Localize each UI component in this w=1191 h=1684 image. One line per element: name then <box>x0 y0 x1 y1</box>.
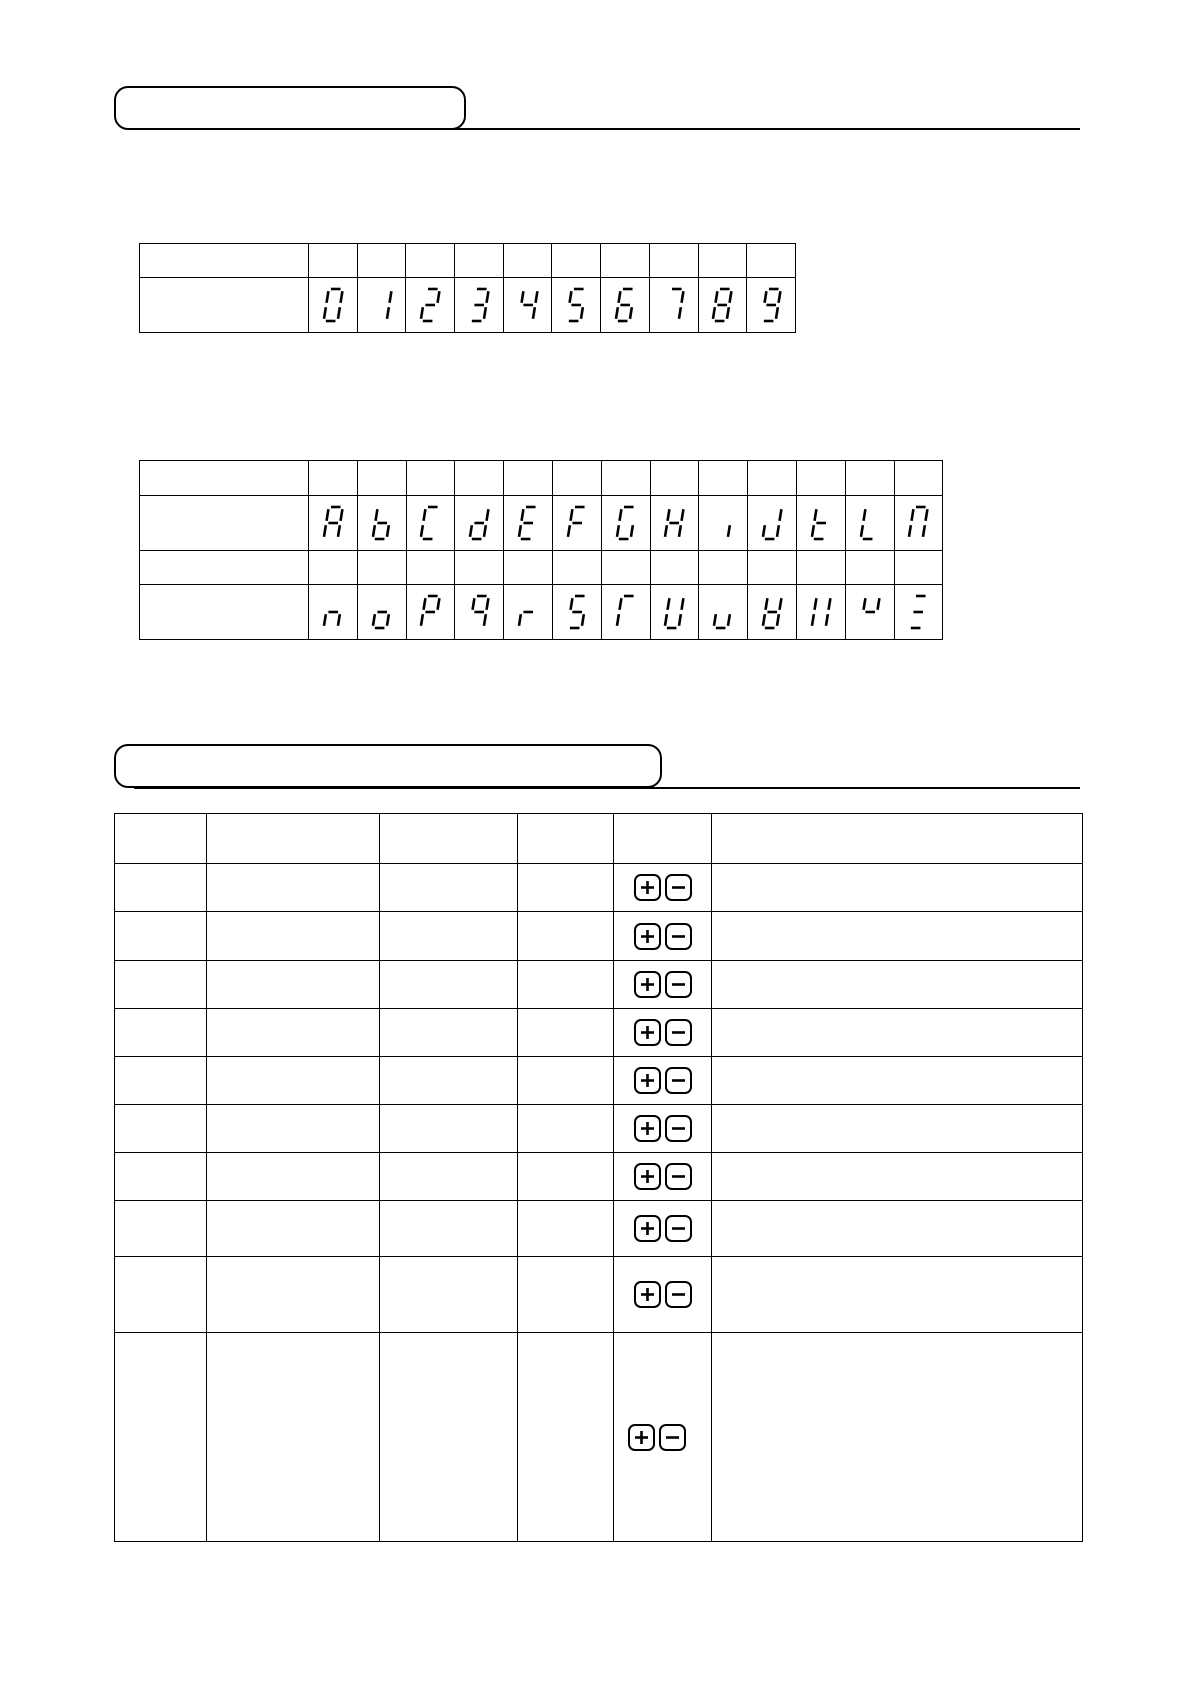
digit-cell-7 <box>649 278 698 333</box>
letter-cell-row1-12 <box>894 496 943 551</box>
param-cell-2 <box>207 1201 380 1257</box>
letter-cell-row2-0 <box>309 585 358 640</box>
table-row <box>115 1201 1083 1257</box>
param-cell-1 <box>115 1257 207 1333</box>
param-cell-3 <box>380 1201 518 1257</box>
param-cell-2 <box>207 864 380 912</box>
param-cell-2 <box>207 961 380 1009</box>
param-cell-1 <box>115 1201 207 1257</box>
seven-segment-glyph <box>369 503 395 543</box>
param-cell-1 <box>115 1057 207 1105</box>
plus-icon <box>634 1067 661 1094</box>
param-cell-1 <box>115 864 207 912</box>
param-cell-3 <box>380 961 518 1009</box>
letter-cell-row2-6 <box>601 585 650 640</box>
param-cell-3 <box>380 912 518 961</box>
seven-segment-glyph <box>320 592 346 632</box>
plus-icon <box>634 1215 661 1242</box>
minus-icon <box>665 1215 692 1242</box>
param-keys-cell <box>614 1333 712 1542</box>
plus-icon <box>634 874 661 901</box>
letter-cell-row1-10 <box>796 496 845 551</box>
param-note-cell <box>712 1105 1083 1153</box>
param-cell-2 <box>207 1057 380 1105</box>
param-cell-1 <box>115 1333 207 1542</box>
param-cell-4 <box>518 961 614 1009</box>
param-cell-4 <box>518 1257 614 1333</box>
param-cell-1 <box>115 912 207 961</box>
digit-cell-6 <box>601 278 650 333</box>
param-col-header-1 <box>115 814 207 864</box>
param-cell-3 <box>380 1009 518 1057</box>
digit-cell-3 <box>455 278 504 333</box>
digit-cell-1 <box>357 278 406 333</box>
seven-segment-glyph <box>466 503 492 543</box>
letter-cell-row1-7 <box>650 496 699 551</box>
letter-cell-row2-9 <box>748 585 797 640</box>
param-col-header-3 <box>380 814 518 864</box>
param-cell-3 <box>380 1333 518 1542</box>
seven-segment-glyph <box>564 503 590 543</box>
param-keys-cell <box>614 1257 712 1333</box>
param-cell-4 <box>518 1057 614 1105</box>
param-cell-4 <box>518 1009 614 1057</box>
seven-segment-glyph <box>613 503 639 543</box>
table-row <box>115 1333 1083 1542</box>
seven-segment-glyph <box>417 503 443 543</box>
seven-segment-glyph <box>564 592 590 632</box>
letter-cell-row1-3 <box>455 496 504 551</box>
param-col-header-5 <box>614 814 712 864</box>
seven-segment-glyph <box>905 503 931 543</box>
param-note-cell <box>712 912 1083 961</box>
param-note-cell <box>712 1009 1083 1057</box>
table-row <box>115 1057 1083 1105</box>
table-row <box>115 864 1083 912</box>
parameters-table <box>114 813 1083 1542</box>
seven-segment-glyph <box>515 503 541 543</box>
param-note-cell <box>712 1333 1083 1542</box>
table-row <box>115 961 1083 1009</box>
letter-cell-row2-10 <box>796 585 845 640</box>
param-note-cell <box>712 1257 1083 1333</box>
letter-cell-row1-0 <box>309 496 358 551</box>
seven-segment-glyph <box>563 285 589 325</box>
minus-icon <box>665 1067 692 1094</box>
seven-segment-glyph <box>515 592 541 632</box>
minus-icon <box>665 1019 692 1046</box>
letter-cell-row1-11 <box>845 496 894 551</box>
param-note-cell <box>712 1201 1083 1257</box>
param-cell-2 <box>207 1105 380 1153</box>
param-cell-3 <box>380 1105 518 1153</box>
param-cell-2 <box>207 1153 380 1201</box>
digit-cell-9 <box>747 278 796 333</box>
seven-segment-glyph <box>369 592 395 632</box>
digits-header-label <box>140 244 309 278</box>
param-cell-1 <box>115 1009 207 1057</box>
letters-row-1 <box>140 496 943 551</box>
table-row <box>115 912 1083 961</box>
digits-row-label <box>140 278 309 333</box>
letters-row1-header-label <box>140 461 309 496</box>
letter-cell-row2-1 <box>357 585 406 640</box>
param-cell-3 <box>380 1153 518 1201</box>
minus-icon <box>665 971 692 998</box>
letter-cell-row2-4 <box>504 585 553 640</box>
param-note-cell <box>712 864 1083 912</box>
param-cell-4 <box>518 1153 614 1201</box>
letter-cell-row2-5 <box>552 585 601 640</box>
seven-segment-glyph <box>661 503 687 543</box>
param-keys-cell <box>614 1153 712 1201</box>
letter-cell-row1-1 <box>357 496 406 551</box>
letters-row2-header-label <box>140 551 309 585</box>
seven-segment-glyph <box>613 592 639 632</box>
param-cell-1 <box>115 1153 207 1201</box>
seven-segment-glyph <box>710 503 736 543</box>
plus-icon <box>634 1115 661 1142</box>
param-note-cell <box>712 1057 1083 1105</box>
minus-icon <box>665 1163 692 1190</box>
param-keys-cell <box>614 1057 712 1105</box>
param-keys-cell <box>614 1009 712 1057</box>
seven-segment-glyph <box>710 592 736 632</box>
seven-segment-glyph <box>417 592 443 632</box>
table-row <box>115 1009 1083 1057</box>
seven-segment-glyph <box>759 503 785 543</box>
seven-segment-glyph <box>709 285 735 325</box>
seven-segment-glyph <box>905 592 931 632</box>
minus-icon <box>659 1424 686 1451</box>
param-cell-4 <box>518 912 614 961</box>
minus-icon <box>665 874 692 901</box>
seven-segment-glyph <box>661 592 687 632</box>
minus-icon <box>665 1281 692 1308</box>
param-cell-4 <box>518 1333 614 1542</box>
seven-segment-glyph <box>612 285 638 325</box>
param-keys-cell <box>614 961 712 1009</box>
plus-icon <box>634 1019 661 1046</box>
seven-segment-glyph <box>369 285 395 325</box>
param-cell-4 <box>518 1105 614 1153</box>
param-col-header-6 <box>712 814 1083 864</box>
letter-cell-row1-6 <box>601 496 650 551</box>
param-cell-4 <box>518 1201 614 1257</box>
seven-segment-glyph <box>320 285 346 325</box>
seven-segment-glyph <box>759 592 785 632</box>
param-cell-3 <box>380 864 518 912</box>
plus-icon <box>628 1424 655 1451</box>
letter-cell-row1-9 <box>748 496 797 551</box>
seven-segment-glyph <box>320 503 346 543</box>
digit-cell-4 <box>503 278 552 333</box>
param-cell-4 <box>518 864 614 912</box>
section-1-title <box>114 86 466 130</box>
letter-cell-row1-5 <box>552 496 601 551</box>
plus-icon <box>634 923 661 950</box>
seven-segment-glyph <box>857 503 883 543</box>
table-row <box>115 1257 1083 1333</box>
param-cell-1 <box>115 961 207 1009</box>
seven-segment-glyph <box>515 285 541 325</box>
section-2-title <box>114 744 662 788</box>
digit-cell-0 <box>309 278 358 333</box>
table-row <box>115 1105 1083 1153</box>
digit-cell-5 <box>552 278 601 333</box>
seven-segment-glyph <box>661 285 687 325</box>
plus-icon <box>634 971 661 998</box>
seven-segment-glyph <box>808 503 834 543</box>
digits-row <box>140 278 796 333</box>
param-keys-cell <box>614 912 712 961</box>
param-cell-2 <box>207 1009 380 1057</box>
letters-row2-label <box>140 585 309 640</box>
seven-segment-glyph <box>466 592 492 632</box>
param-note-cell <box>712 1153 1083 1201</box>
param-col-header-4 <box>518 814 614 864</box>
digit-cell-8 <box>698 278 747 333</box>
plus-icon <box>634 1163 661 1190</box>
param-cell-2 <box>207 912 380 961</box>
param-cell-2 <box>207 1257 380 1333</box>
digit-cell-2 <box>406 278 455 333</box>
letter-cell-row1-4 <box>504 496 553 551</box>
seven-segment-glyph <box>808 592 834 632</box>
letter-cell-row2-7 <box>650 585 699 640</box>
param-cell-1 <box>115 1105 207 1153</box>
letter-cell-row2-11 <box>845 585 894 640</box>
seven-segment-glyph <box>857 592 883 632</box>
letter-cell-row1-2 <box>406 496 455 551</box>
letter-cell-row2-12 <box>894 585 943 640</box>
letters-table <box>139 460 943 640</box>
param-keys-cell <box>614 864 712 912</box>
param-cell-3 <box>380 1057 518 1105</box>
minus-icon <box>665 1115 692 1142</box>
letters-row1-label <box>140 496 309 551</box>
param-keys-cell <box>614 1201 712 1257</box>
letter-cell-row2-8 <box>699 585 748 640</box>
param-cell-3 <box>380 1257 518 1333</box>
letters-row-2 <box>140 585 943 640</box>
param-col-header-2 <box>207 814 380 864</box>
seven-segment-glyph <box>417 285 443 325</box>
table-row <box>115 1153 1083 1201</box>
seven-segment-glyph <box>466 285 492 325</box>
param-cell-2 <box>207 1333 380 1542</box>
param-note-cell <box>712 961 1083 1009</box>
digits-table <box>139 243 796 333</box>
minus-icon <box>665 923 692 950</box>
param-keys-cell <box>614 1105 712 1153</box>
letter-cell-row2-3 <box>455 585 504 640</box>
letter-cell-row2-2 <box>406 585 455 640</box>
letter-cell-row1-8 <box>699 496 748 551</box>
plus-icon <box>634 1281 661 1308</box>
seven-segment-glyph <box>758 285 784 325</box>
